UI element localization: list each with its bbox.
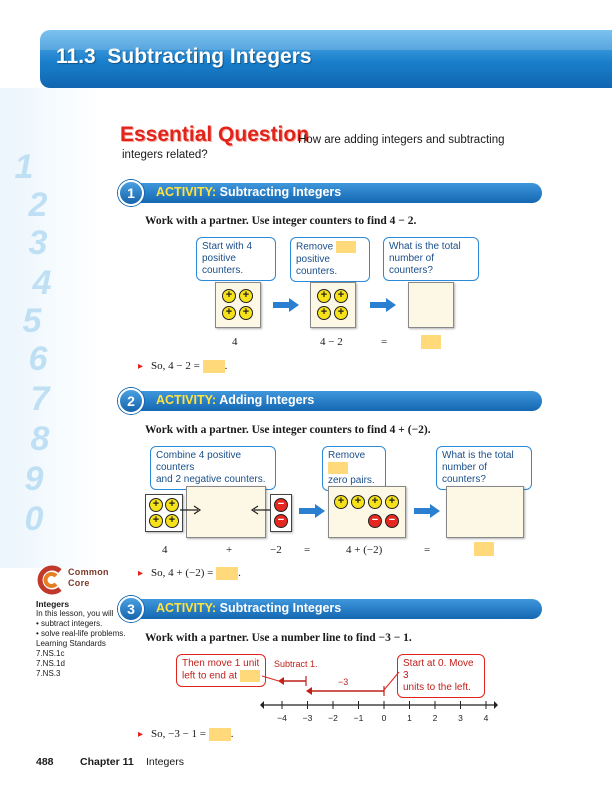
activity-1-title [156,185,341,199]
axis-left-arrowhead [260,701,264,709]
common-core-topic: Integers [36,599,70,609]
essential-question-text: How are adding integers and subtracting integers related? [122,134,505,161]
section-title-text: Subtracting Integers [107,45,312,68]
margin-number: 5 [22,302,42,340]
activity-3-instruction: Work with a partner. Use a number line to find −3 − 1. [145,632,412,644]
callout-line: Remove [328,450,366,461]
negative-counter: − [274,514,288,528]
number-line-tick-label: 2 [432,713,438,723]
positive-counter: + [149,498,163,512]
common-core-intro: In this lesson, you will [36,609,114,618]
axis-right-arrowhead [494,701,498,709]
common-core-logo-icon [36,565,66,595]
negative-counter: − [368,514,382,528]
margin-number: 7 [30,380,50,418]
essential-question-label: Essential Question [120,123,310,146]
positive-counter: + [222,306,236,320]
bullet-arrow-icon: ▸ [138,568,144,580]
section-number: 11.3 [56,45,96,68]
activity-2-header [122,391,542,411]
negative-counter: − [385,514,399,528]
activity-1-conclusion [138,360,227,373]
callout-line: What is the total [442,450,514,461]
positive-counter: + [368,495,382,509]
common-core-wordmark [68,567,109,589]
margin-number: 6 [28,340,48,378]
callout-line: What is the total [389,241,461,252]
page-number: 488 [36,756,54,768]
bullet-arrow-icon: ▸ [138,361,144,373]
callout-line: Combine 4 positive counters [156,450,242,473]
margin-number: 1 [14,148,34,186]
number-line-tick-label: −3 [302,713,313,723]
positive-counter: + [385,495,399,509]
activity-1-lead: ACTIVITY: [156,185,217,199]
callout-line: Start with 4 [202,241,253,252]
answer-blank[interactable] [328,462,348,474]
label-plus: + [226,544,233,556]
positive-counter: + [334,289,348,303]
negative-counter: − [274,498,288,512]
activity-2-conclusion [138,567,241,580]
margin-number: 8 [30,420,50,458]
total-box[interactable] [446,486,524,538]
common-core-bullet: • subtract integers. [36,619,103,628]
activity-2-title [156,393,314,407]
positive-counter: + [334,306,348,320]
positive-counter: + [239,289,253,303]
positive-counter: + [334,495,348,509]
positive-counter-group [145,494,183,532]
positive-counter: + [165,498,179,512]
activity-3-header [122,599,542,619]
conclusion-text: So, 4 − 2 = [151,360,200,373]
number-line-diagram [260,655,500,725]
conclusion-period: . [230,728,234,741]
bullet-arrow-icon: ▸ [138,729,144,741]
margin-number: 4 [32,264,52,302]
arrow-right-icon [370,298,396,312]
callout-line: Start at 0. Move 3 [403,658,474,681]
zero-pairs-box [328,486,406,538]
conclusion-period: . [238,567,241,580]
activity-1-instruction: Work with a partner. Use integer counters to find 4 − 2. [145,215,417,227]
callout-line: number of counters? [442,462,488,485]
activity-1-callout-remove [290,237,370,282]
label-negative-two: −2 [270,544,282,556]
chapter-label: Chapter 11 [80,756,134,768]
arrow-right-icon [180,505,202,515]
answer-blank[interactable] [216,567,238,580]
activity-3-title-text: Subtracting Integers [219,601,342,615]
activity-2-callout-total [436,446,532,490]
move-label: −3 [338,677,349,687]
common-core-bullet: • solve real-life problems. [36,629,126,638]
activity-1-title-text: Subtracting Integers [219,185,342,199]
common-core-word: Core [68,578,90,588]
label-expression: 4 + (−2) [346,544,383,556]
counter-box-remove [310,282,356,328]
arrow-right-icon [414,504,440,518]
margin-number: 9 [24,460,44,498]
activity-3-lead: ACTIVITY: [156,601,217,615]
positive-counter: + [222,289,236,303]
positive-counter: + [165,514,179,528]
number-line-tick-label: 4 [483,713,489,723]
activity-1-callout-start [196,237,276,281]
positive-counter: + [317,306,331,320]
number-line-tick-label: −4 [277,713,287,723]
counter-box-start [215,282,261,328]
activity-1-number: 1 [118,180,144,206]
label-four: 4 [162,544,168,556]
callout-line: Remove [296,241,334,253]
activity-3-conclusion [138,728,234,741]
subtract-label: Subtract 1. [274,659,318,669]
activity-1-header [122,183,542,203]
callout-line: positive counters. [202,253,244,276]
learning-standard: 7.NS.3 [36,669,61,678]
answer-blank[interactable] [240,670,260,682]
move-arrowhead [306,687,312,695]
answer-blank[interactable] [421,335,441,349]
activity-2-lead: ACTIVITY: [156,393,217,407]
activity-2-number: 2 [118,388,144,414]
activity-3-title [156,601,341,615]
arrow-right-icon [299,504,325,518]
margin-number: 0 [24,500,44,538]
callout-pointer [262,664,284,684]
learning-standard: 7.NS.1c [36,649,65,658]
callout-line: units to the left. [403,682,471,693]
conclusion-text: So, 4 + (−2) = [151,567,214,580]
margin-number: 2 [28,186,48,224]
activity-3-number: 3 [118,596,144,622]
activity-2-title-text: Adding Integers [219,393,315,407]
label-equals: = [381,336,388,348]
number-line-tick-label: −2 [328,713,338,723]
margin-number: 3 [28,224,48,262]
chapter-title: Integers [146,756,184,768]
number-line-ticks [277,701,488,723]
section-title [56,45,312,69]
callout-line: zero pairs. [328,474,375,486]
activity-1-callout-total [383,237,479,281]
activity-2-instruction: Work with a partner. Use integer counters to find 4 + (−2). [145,424,431,436]
positive-counter: + [149,514,163,528]
number-line-tick-label: −1 [353,713,364,723]
counter-box-total[interactable] [408,282,454,328]
label-equals: = [424,544,431,556]
label-four-minus-two: 4 − 2 [320,336,343,348]
answer-blank[interactable] [336,241,356,253]
positive-counter: + [351,495,365,509]
answer-blank[interactable] [474,542,494,556]
negative-counter-group [270,494,292,532]
callout-pointer [382,664,400,692]
callout-line: positive counters. [296,253,338,277]
arrow-left-icon [250,505,272,515]
callout-line: and 2 negative counters. [156,474,266,485]
positive-counter: + [239,306,253,320]
label-equals: = [304,544,311,556]
positive-counter: + [317,289,331,303]
callout-line: number of counters? [389,253,435,276]
conclusion-text: So, −3 − 1 = [151,728,207,741]
answer-blank[interactable] [209,728,231,741]
callout-line: left to end at [182,670,238,682]
number-line-tick-label: 0 [381,713,387,723]
number-line-tick-label: 1 [407,713,412,723]
label-four: 4 [232,336,238,348]
activity-2-callout-combine [150,446,276,490]
learning-standard: 7.NS.1d [36,659,65,668]
arrow-right-icon [273,298,299,312]
answer-blank[interactable] [203,360,225,373]
learning-standards-label: Learning Standards [36,639,106,648]
callout-line: Then move 1 unit [182,658,260,669]
conclusion-period: . [224,360,228,373]
activity-3-callout-move [176,654,266,687]
number-line-tick-label: 3 [458,713,463,723]
activity-2-callout-remove [322,446,386,491]
common-core-word: Common [68,567,109,577]
